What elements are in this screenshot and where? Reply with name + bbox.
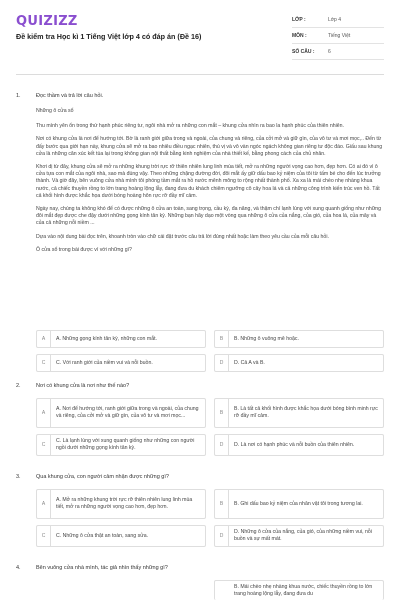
option-text: D. Là nơi có hạnh phúc và nỗi buồn của thiên nhiên. <box>234 441 355 448</box>
meta-value: 6 <box>328 48 331 55</box>
option-text: C. Là lạnh lùng với xung quanh giống như những con người ngồi dưới những gọng kính tân kỳ. <box>56 438 195 451</box>
meta-value: Tiếng Việt <box>328 32 351 39</box>
passage-paragraph: Thu mình yên ổn trong thứ hạnh phúc riêng tư, ngôi nhà mở ra những con mắt – khung cửa nhìn ra bao la hạnh phúc của thiên nhiên. <box>36 123 344 130</box>
option-text: D. Cả A và B. <box>234 359 265 366</box>
option-d[interactable] <box>214 525 384 547</box>
header-divider <box>16 74 384 75</box>
passage-instruction: Dựa vào nội dung bài đọc trên, khoanh tròn vào chữ cái đặt trước câu trả lời đúng nhất hoặc làm theo yêu cầu của mỗi câu hỏi. <box>36 233 329 240</box>
meta-value: Lớp 4 <box>328 16 342 23</box>
option-text: B. Mái chèo nhẹ nhàng khua nước, chiếc thuyền rồng to lớn trang hoàng lộng lẫy, đang đưa du <box>234 583 373 597</box>
option-letter: A <box>37 399 51 427</box>
option-letter: D <box>215 435 229 455</box>
option-text: A. Những gọng kính tân kỳ, những con mắt. <box>56 335 157 342</box>
question-prompt: Đọc thầm và trả lời câu hỏi. <box>36 93 104 99</box>
passage-paragraph: Ngày nay, chúng ta không khó để có được những ô cửa an toàn, sang trọng, cầu kỳ, đa năng, và thậm chí lạnh lùng với xung quanh giống như những đôi mắt đẹp được che đậy dưới những gọng kính tân kỳ. Những bạn hãy dạo một vòng qua những ô cửa của nắng, của gió, của hoa lá, của mây và của cả những nỗi niềm ... <box>36 206 382 227</box>
option-b[interactable] <box>214 580 384 600</box>
question-prompt: Bên vuông cửa nhà mình, tác giả nhìn thấy những gì? <box>36 565 168 571</box>
passage-title: Những ô cửa sổ <box>36 108 74 114</box>
meta-table <box>292 12 384 60</box>
option-text: A. Mở ra những khung trời rực rỡ thiên nhiên lung linh mùa tiết, mở ra những người vọng cao hơn, đẹp hơn. <box>56 497 193 510</box>
meta-row-count <box>292 44 384 60</box>
meta-row-class <box>292 12 384 28</box>
option-a[interactable] <box>36 330 206 348</box>
option-text: D. Những ô cửa của nắng, của gió, của những niềm vui, nỗi buồn và sự mất mát. <box>234 529 372 542</box>
option-a[interactable] <box>36 489 206 519</box>
question-number: 2. <box>16 383 21 389</box>
option-text: C. Với ranh giới của niềm vui và nỗi buồn. <box>56 359 153 366</box>
option-text: B. Ghi dấu bao kỷ niệm của nhân vật tôi trong tương lai. <box>234 500 363 507</box>
option-letter: D <box>215 355 229 371</box>
option-c[interactable] <box>36 434 206 456</box>
meta-label: MÔN : <box>292 32 307 39</box>
question-prompt: Nơi có khung cửa là nơi như thế nào? <box>36 383 130 389</box>
option-letter: B <box>215 331 229 347</box>
option-d[interactable] <box>214 354 384 372</box>
option-text: B. Những ô vuông mê hoặc. <box>234 335 299 342</box>
reading-passage <box>36 108 384 260</box>
option-letter: C <box>37 435 51 455</box>
option-text: A. Nơi để hướng tới, ranh giới giữa trong và ngoài, của chung và riêng, của cởi mở và giữ gìn, của vô tư và mơi mọc... <box>56 406 199 419</box>
quizizz-logo: QUIZIZZ <box>16 14 78 29</box>
option-letter: A <box>37 331 51 347</box>
option-letter: D <box>215 526 229 546</box>
page-header <box>0 0 400 72</box>
meta-label: SỐ CÂU : <box>292 48 315 55</box>
option-a[interactable] <box>36 398 206 428</box>
question-number: 1. <box>16 93 21 99</box>
option-letter: B <box>215 490 229 518</box>
option-letter <box>215 581 229 600</box>
option-letter: B <box>215 399 229 427</box>
option-text: B. Là tất cả khối hình được khắc họa dưới bóng bình minh rực rỡ đầy mĩ cảm. <box>234 406 378 419</box>
option-c[interactable] <box>36 525 206 547</box>
passage-paragraph: Nơi có khung cửa là nơi để hướng tới. Bờ là ranh giới giữa trong và ngoài, của chung và riêng, của cởi mở và giữ gìn, của vô tư và mơi mọc,.. Đến từ đấy bước qua giới hạn này, khung cửa sẽ mở ra bao nhiêu điều ngạc nhiên, thú vị và vô vàn ngóc ngách không gian riêng tư độc đáo. Giấu sau khung cửa là những căn xúc kết tùa lại trong không gian nội thất bằng kinh nghiệm của nhà thiết kế, bằng phong cách của chủ nhân. <box>36 136 383 157</box>
passage-paragraph: Khơi dị từ đây, khung cửa sẽ mở ra những khung trời rực rỡ thiên nhiên lung linh mùa tiết, mở ra những người vọng cao hơn, đẹp hơn. Có ai đó vì ô cửa tựa con mắt của ngôi nhà, sao mà đúng vậy. Theo những chặng đường đời, đôi mắt ấy giữ dấu bao kỷ niệm của tôi từ tấm bé cho đến lúc trưởng thành. Và giờ đây, bên vuông cửa nhà mình tôi phóng tầm mắt ra hồ nước mênh mông to rộng nhất thành phố. Xa xa là mái chèo nhẹ nhàng khua nước, cả chiếc thuyền rồng to lớn trang hoàng lộng lẫy, đang đưa du khách chiêm ngưỡng cô cây hoa lá và cả những công trình kiến trúc ven hồ. Tất cả khối hình được khắc họa dưới bóng hoàng hôn rực rỡ đầy mĩ cảm. <box>36 164 381 199</box>
meta-label: LỚP : <box>292 16 306 23</box>
option-b[interactable] <box>214 489 384 519</box>
option-c[interactable] <box>36 354 206 372</box>
option-b[interactable] <box>214 330 384 348</box>
question-number: 4. <box>16 565 21 571</box>
option-d[interactable] <box>214 434 384 456</box>
question-prompt: Qua khung cửa, con người cảm nhận được những gì? <box>36 474 169 480</box>
option-text: C. Những ô cửa thật an toàn, sang sửa. <box>56 532 149 539</box>
option-letter: C <box>37 355 51 371</box>
sub-question: Ô cửa sổ trong bài được ví với những gì? <box>36 246 132 253</box>
option-b[interactable] <box>214 398 384 428</box>
meta-row-subject <box>292 28 384 44</box>
page-title: Đề kiểm tra Học kì 1 Tiếng Việt lớp 4 có đáp án (Đề 16) <box>16 32 202 41</box>
option-letter: C <box>37 526 51 546</box>
option-letter: A <box>37 490 51 518</box>
question-number: 3. <box>16 474 21 480</box>
